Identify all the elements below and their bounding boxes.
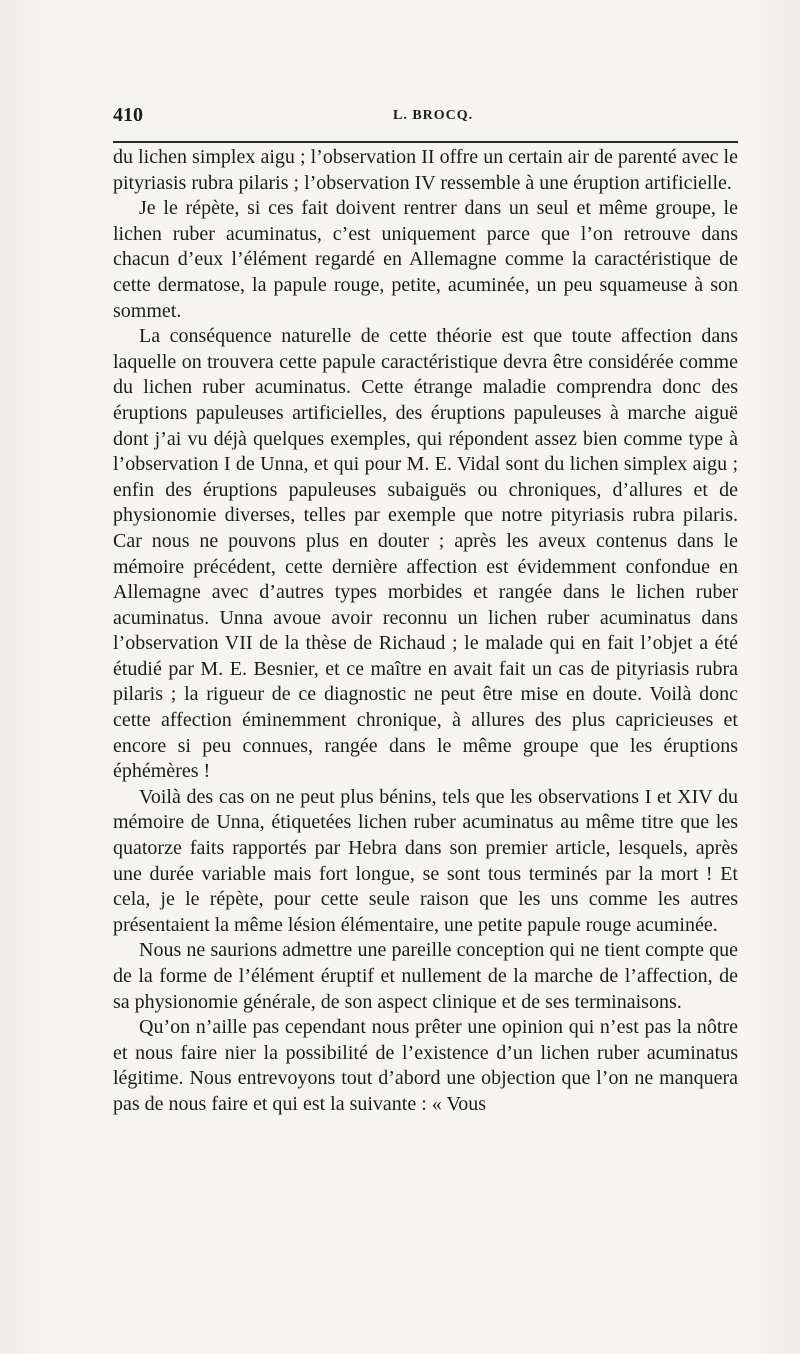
paragraph-continued: du lichen simplex aigu ; l’observation II offre un certain air de parenté avec le pityriasis rubra pilaris ; l’observation IV ressemble à une éruption artificielle. — [113, 146, 738, 194]
running-title: L. BROCQ. — [393, 108, 474, 123]
body-text — [113, 145, 738, 1118]
header-rule — [113, 141, 738, 143]
paragraph: Voilà des cas on ne peut plus bénins, tels que les observations I et XIV du mémoire de Unna, étiquetées lichen ruber acuminatus au même titre que les quatorze faits rapportés par Hebra dans son premier article, lesquels, après une durée variable mais fort longue, se sont tous terminés par la mort ! Et cela, je le répète, pour cette seule raison que les uns comme les autres présentaient la même lésion élémentaire, une petite papule rouge acuminée. — [113, 785, 738, 936]
paragraph: Nous ne saurions admettre une pareille conception qui ne tient compte que de la forme de l’élément éruptif et nullement de la marche de l’affection, de sa physionomie générale, de son aspect clinique et de ses terminaisons. — [113, 939, 738, 1013]
paragraph: Qu’on n’aille pas cependant nous prêter une opinion qui n’est pas la nôtre et nous faire nier la possibilité de l’existence d’un lichen ruber acuminatus légitime. Nous entrevoyons tout d’abord une objection que l’on ne manquera pas de nous faire et qui est la suivante : « Vous — [113, 1016, 738, 1115]
page-number: 410 — [113, 104, 143, 126]
running-head — [113, 104, 737, 132]
paragraph: La conséquence naturelle de cette théorie est que toute affection dans laquelle on trouvera cette papule caractéristique devra être considérée comme du lichen ruber acuminatus. Cette étrange maladie comprendra donc des éruptions papuleuses artificielles, des éruptions papuleuses à marche aiguë dont j’ai vu déjà quelques exemples, qui répondent assez bien comme type à l’observation I de Unna, et qui pour M. E. Vidal sont du lichen simplex aigu ; enfin des éruptions papuleuses subaiguës ou chroniques, d’allures et de physionomie diverses, telles par exemple que notre pityriasis rubra pilaris. Car nous ne pouvons plus en douter ; après les aveux contenus dans le mémoire précédent, cette dernière affection est évidemment confondue en Allemagne avec d’autres types morbides et rangée dans le lichen ruber acuminatus. Unna avoue avoir reconnu un lichen ruber acuminatus dans l’observation VII de la thèse de Richaud ; le malade qui en fait l’objet a été étudié par M. E. Besnier, et ce maître en avait fait un cas de pityriasis rubra pilaris ; la rigueur de ce diagnostic ne peut être mise en doute. Voilà donc cette affection éminemment chronique, à allures des plus capricieuses et encore si peu connues, rangée dans le même groupe que les éruptions éphémères ! — [113, 325, 738, 783]
paragraph: Je le répète, si ces fait doivent rentrer dans un seul et même groupe, le lichen ruber acuminatus, c’est uniquement parce que l’on retrouve dans chacun d’eux l’élément regardé en Allemagne comme la caractéristique de cette dermatose, la papule rouge, petite, acuminée, un peu squameuse à son sommet. — [113, 197, 738, 322]
